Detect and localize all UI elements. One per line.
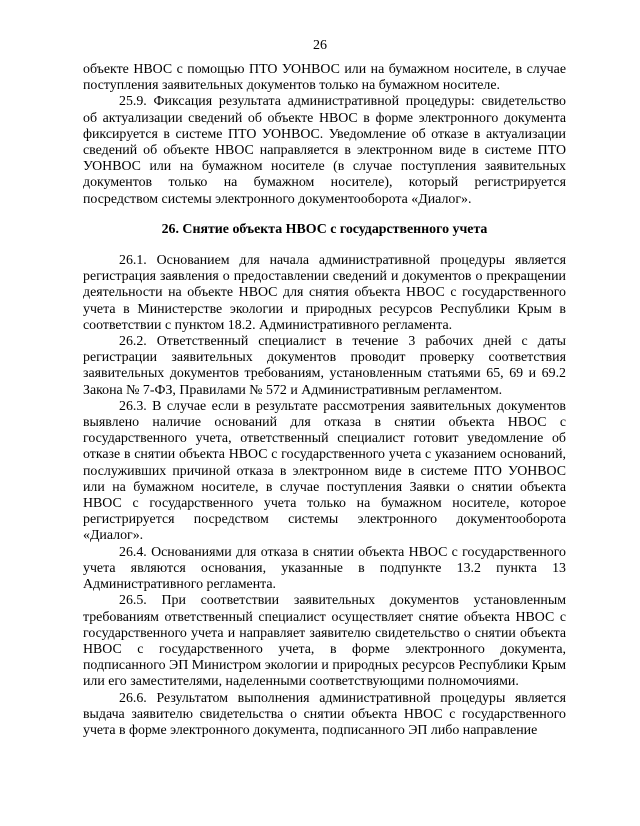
paragraph-continuation: объекте НВОС с помощью ПТО УОНВОС или на бумажном носителе, в случае поступления заявительных документов только на бумажном носителе. [83, 62, 566, 94]
document-body [83, 62, 566, 739]
paragraph-26-1: 26.1. Основанием для начала административной процедуры является регистрация заявления о предоставлении сведений и документов о прекращении деятельности на объекте НВОС для снятия объекта НВОС с государственного учета в Министерстве экологии и природных ресурсов Республики Крым в соответствии с пунктом 18.2. Административного регламента. [83, 253, 566, 333]
paragraph-26-5: 26.5. При соответствии заявительных документов установленным требованиям ответственный специалист осуществляет снятие объекта НВОС с государственного учета и направляет заявителю свидетельство о снятии объекта НВОС с государственного учета, в форме электронного документа, подписанного ЭП Министром экологии и природных ресурсов Республики Крым или его заместителями, наделенными соответствующими полномочиями. [83, 593, 566, 690]
paragraph-26-3: 26.3. В случае если в результате рассмотрения заявительных документов выявлено наличие оснований для отказа в снятии объекта НВОС с государственного учета, ответственный специалист готовит уведомление об отказе в снятии объекта НВОС с государственного учета с указанием оснований, послуживших причиной отказа в электронном виде в системе ПТО УОНВОС или на бумажном носителе, в случае поступления Заявки о снятии объекта НВОС с государственного учета только на бумажном носителе, которое регистрируется посредством системы электронного документооборота «Диалог». [83, 398, 566, 544]
paragraph-25-9: 25.9. Фиксация результата административной процедуры: свидетельство об актуализации сведений об объекте НВОС в форме электронного документа фиксируется в системе ПТО УОНВОС. Уведомление об отказе в актуализации сведений об объекте НВОС направляется в электронном виде в системе ПТО УОНВОС или на бумажном носителе (в случае поступления заявительных документов только на бумажном носителе), который регистрируется посредством системы электронного документооборота «Диалог». [83, 94, 566, 207]
paragraph-26-2: 26.2. Ответственный специалист в течение 3 рабочих дней с даты регистрации заявительных документов проводит проверку соответствия заявительных документов требованиям, установленным статьями 65, 69 и 69.2 Закона № 7-ФЗ, Правилами № 572 и Административным регламентом. [83, 334, 566, 398]
page-number: 26 [313, 38, 327, 53]
section-heading: 26. Снятие объекта НВОС с государственного учета [161, 221, 488, 237]
paragraph-26-4: 26.4. Основаниями для отказа в снятии объекта НВОС с государственного учета являются основания, указанные в подпункте 13.2 пункта 13 Административного регламента. [83, 544, 566, 593]
paragraph-26-6: 26.6. Результатом выполнения административной процедуры является выдача заявителю свидетельства о снятии объекта НВОС с государственного учета в форме электронного документа, подписанного ЭП либо направление [83, 690, 566, 738]
